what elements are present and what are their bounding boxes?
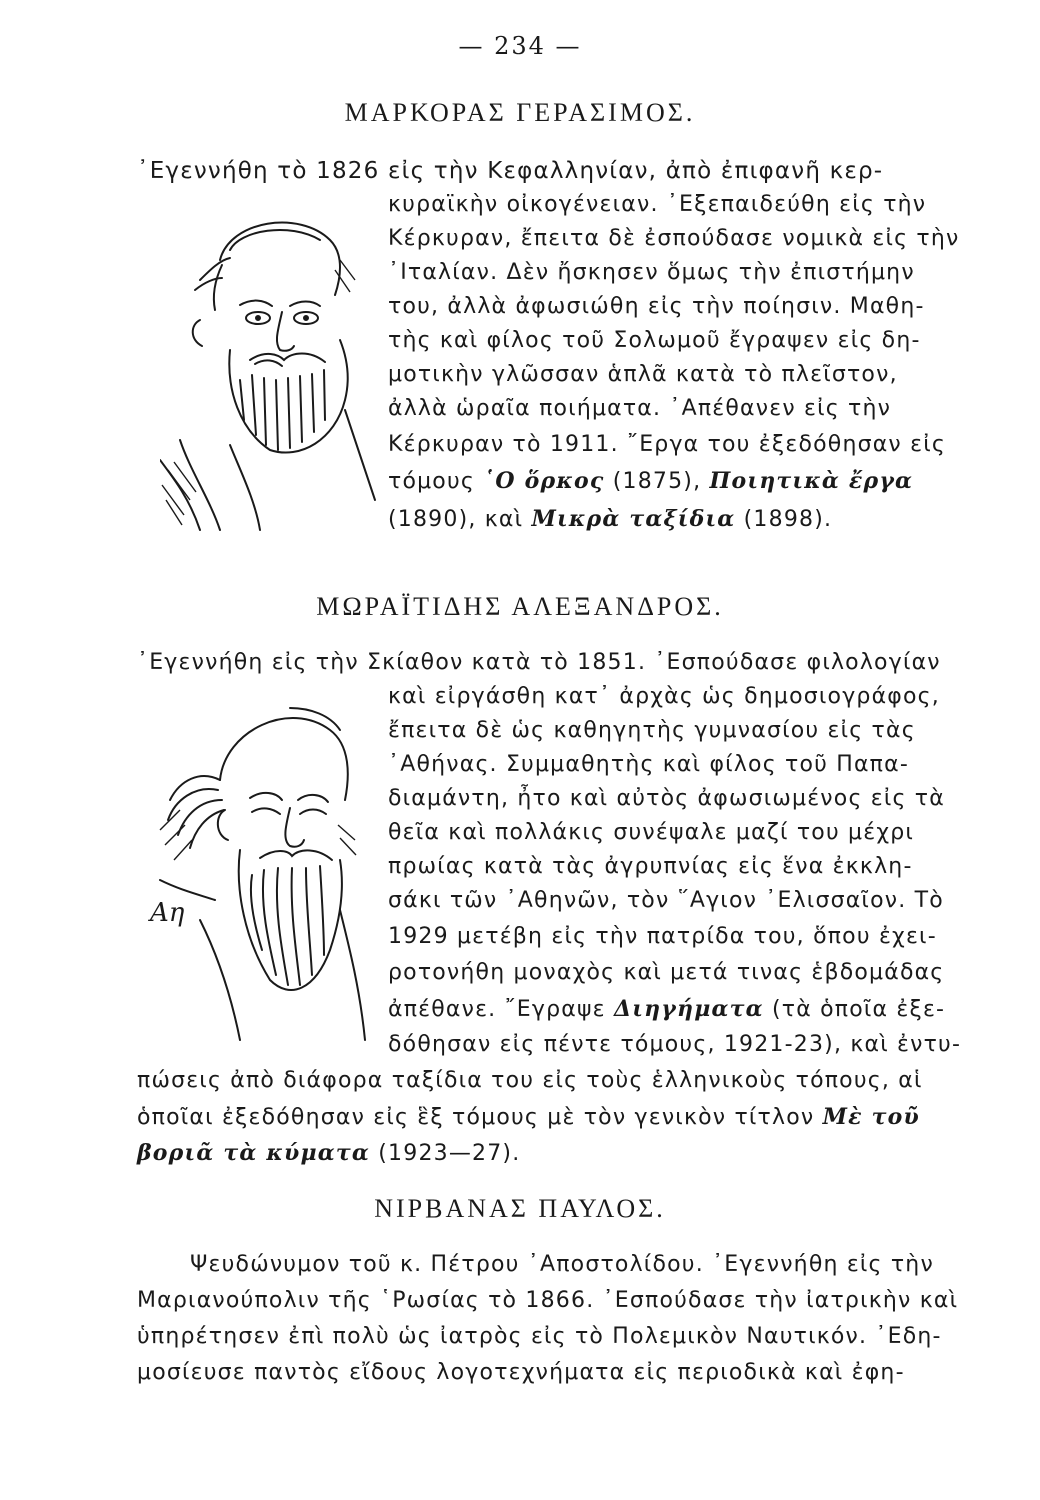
entry-moraitidis-line-15 xyxy=(137,1138,520,1169)
entry-moraitidis-line-8: σάκι τῶν ᾿Αθηνῶν, τὸν ῞Αγιον ᾿Ελισσαῖον. Τὸ xyxy=(388,888,944,913)
work-title-o-orkos: ῾Ο ὅρκος xyxy=(483,468,605,494)
entry-nirvanas-line-2: Μαριανούπολιν τῆς ῾Ρωσίας τὸ 1866. ᾿Εσπούδασε τὴν ἰατρικὴν καὶ xyxy=(137,1288,959,1313)
entry-markoras-line-1: ᾿Εγεννήθη τὸ 1826 εἰς τὴν Κεφαλληνίαν, ἀπὸ ἐπιφανῆ κερ- xyxy=(137,158,884,184)
entry-nirvanas-line-3: ὑπηρέτησεν ἐπὶ πολὺ ὡς ἰατρὸς εἰς τὸ Πολεμικὸν Ναυτικόν. ᾿Εδη- xyxy=(137,1324,942,1349)
entry-moraitidis-line-11-start: ἀπέθανε. ῎Εγραψε xyxy=(388,997,606,1022)
work-title-diigimata: Διηγήματα xyxy=(613,996,764,1022)
work-title-me-tou-boria-part1: Μὲ τοῦ xyxy=(822,1104,920,1130)
entry-markoras-line-8: ἀλλὰ ὡραῖα ποιήματα. ᾿Απέθανεν εἰς τὴν xyxy=(388,396,892,421)
entry-nirvanas-line-1: Ψευδώνυμον τοῦ κ. Πέτρου ᾿Αποστολίδου. ᾿Εγεννήθη εἰς τὴν xyxy=(190,1252,934,1277)
entry-markoras-line-5: του, ἀλλὰ ἀφωσιώθη εἰς τὴν ποίησιν. Μαθη- xyxy=(388,294,925,319)
work-title-me-tou-boria-part2: βοριᾶ τὰ κύματα xyxy=(137,1140,371,1166)
entry-moraitidis-line-1: ᾿Εγεννήθη εἰς τὴν Σκίαθον κατὰ τὸ 1851. ᾿Εσπούδασε φιλολογίαν xyxy=(137,650,941,675)
entry-markoras-line-11-start: (1890), καὶ xyxy=(388,507,524,532)
entry-markoras-line-10-year: (1875), xyxy=(612,469,702,494)
entry-markoras-line-10 xyxy=(388,466,913,497)
entry-markoras-line-3: Κέρκυραν, ἔπειτα δὲ ἐσπούδασε νομικὰ εἰς τὴν xyxy=(388,226,960,251)
entry-moraitidis-line-14-start: ὁποῖαι ἐξεδόθησαν εἰς ἓξ τόμους μὲ τὸν γενικὸν τίτλον xyxy=(137,1105,815,1130)
portrait-signature: Αη xyxy=(150,898,185,928)
entry-moraitidis-line-9: 1929 μετέβη εἰς τὴν πατρίδα του, ὅπου ἐχει- xyxy=(388,924,937,949)
portrait-markoras xyxy=(160,200,380,540)
work-title-mikra-taxidia: Μικρὰ ταξίδια xyxy=(531,506,736,532)
work-title-poiitika-erga: Ποιητικὰ ἔργα xyxy=(709,468,914,494)
entry-moraitidis-line-6: θεῖα καὶ πολλάκις συνέψαλε μαζί του μέχρι xyxy=(388,820,915,845)
entry-moraitidis-line-7: πρωίας κατὰ τὰς ἀγρυπνίας εἰς ἕνα ἐκκλη- xyxy=(388,854,913,879)
entry-moraitidis-line-12: δόθησαν εἰς πέντε τόμους, 1921-23), καὶ ἐντυ- xyxy=(388,1032,962,1057)
entry-moraitidis-line-10: ροτονήθη μοναχὸς καὶ μετά τινας ἑβδομάδας xyxy=(388,960,945,985)
portrait-moraitidis xyxy=(140,690,380,1050)
entry-moraitidis-line-2: καὶ εἰργάσθη κατ᾿ ἀρχὰς ὡς δημοσιογράφος, xyxy=(388,684,940,709)
entry-moraitidis-line-13: πώσεις ἀπὸ διάφορα ταξίδια του εἰς τοὺς ἑλληνικοὺς τόπους, αἱ xyxy=(137,1068,923,1093)
entry-moraitidis-line-14 xyxy=(137,1102,920,1133)
entry-markoras-line-2: κυραϊκὴν οἰκογένειαν. ᾿Εξεπαιδεύθη εἰς τὴν xyxy=(388,192,927,217)
entry-markoras-line-4: ᾿Ιταλίαν. Δὲν ἤσκησεν ὅμως τὴν ἐπιστήμην xyxy=(388,260,915,285)
entry-markoras-line-7: μοτικὴν γλῶσσαν ἁπλᾶ κατὰ τὸ πλεῖστον, xyxy=(388,362,898,387)
entry-moraitidis-line-4: ᾿Αθήνας. Συμμαθητὴς καὶ φίλος τοῦ Παπα- xyxy=(388,752,909,777)
entry-nirvanas-line-4: μοσίευσε παντὸς εἴδους λογοτεχνήματα εἰς περιοδικὰ καὶ ἐφη- xyxy=(137,1360,905,1385)
entry-markoras-line-10-start: τόμους xyxy=(388,469,476,494)
entry-heading-markoras: ΜΑΡΚΟΡΑΣ ΓΕΡΑΣΙΜΟΣ. xyxy=(344,98,696,127)
entry-moraitidis-line-15-end: (1923—27). xyxy=(378,1141,521,1166)
entry-heading-nirvanas: ΝΙΡΒΑΝΑΣ ΠΑΥΛΟΣ. xyxy=(374,1194,666,1223)
entry-heading-moraitidis: ΜΩΡΑΪΤΙΔΗΣ ΑΛΕΞΑΝΔΡΟΣ. xyxy=(316,592,724,621)
portrait-markoras-drawing xyxy=(160,200,380,540)
portrait-moraitidis-drawing xyxy=(140,690,380,1050)
entry-moraitidis-line-11 xyxy=(388,994,945,1025)
entry-moraitidis-line-11-end: (τὰ ὁποῖα ἐξε- xyxy=(771,997,946,1022)
page-number: — 234 — xyxy=(458,32,582,60)
entry-markoras-line-9: Κέρκυραν τὸ 1911. ῎Εργα του ἐξεδόθησαν εἰς xyxy=(388,432,946,457)
entry-markoras-line-6: τὴς καὶ φίλος τοῦ Σολωμοῦ ἔγραψεν εἰς δη- xyxy=(388,328,921,353)
entry-markoras-line-11 xyxy=(388,504,832,535)
entry-markoras-line-11-end: (1898). xyxy=(743,507,833,532)
entry-moraitidis-line-3: ἔπειτα δὲ ὡς καθηγητὴς γυμνασίου εἰς τὰς xyxy=(388,718,916,743)
entry-moraitidis-line-5: διαμάντη, ἦτο καὶ αὐτὸς ἀφωσιωμένος εἰς τὰ xyxy=(388,786,945,811)
